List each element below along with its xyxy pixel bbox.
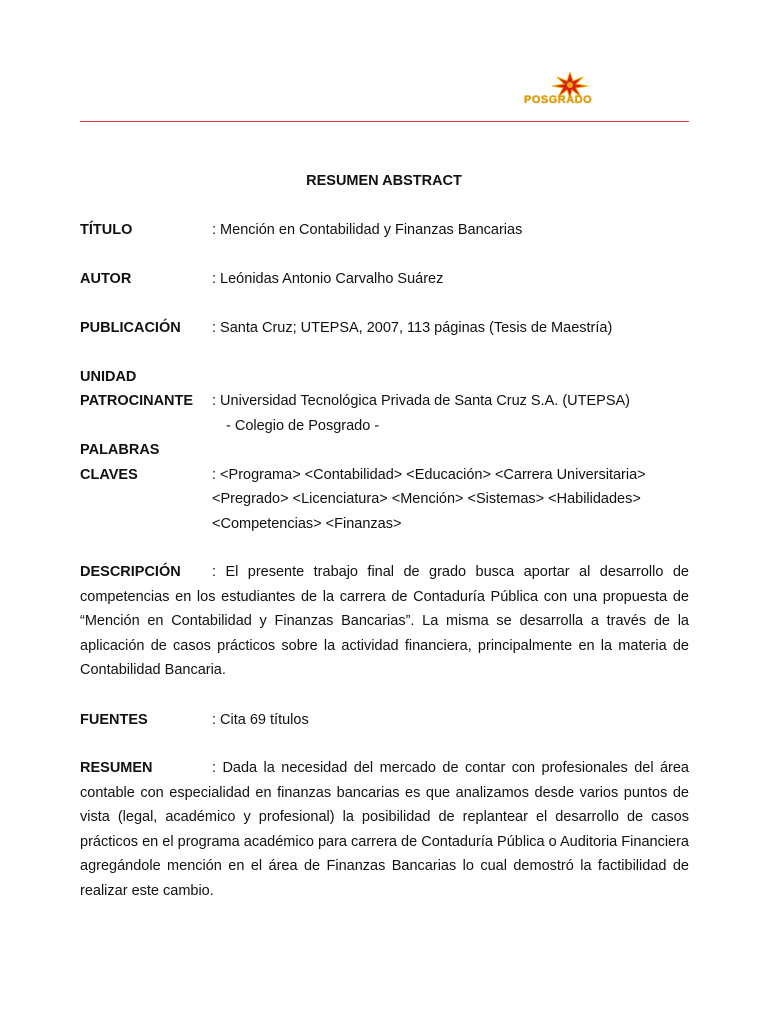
titulo-label: TÍTULO bbox=[80, 222, 133, 238]
palabras-value-line-2: <Pregrado> <Licenciatura> <Mención> <Sistemas> <Habilidades> bbox=[212, 491, 641, 507]
resumen-label: RESUMEN bbox=[80, 760, 153, 776]
page-title: RESUMEN ABSTRACT bbox=[306, 173, 462, 189]
header-divider bbox=[80, 121, 689, 122]
descripcion-text: : El presente trabajo final de grado busca aportar al desarrollo de competencias en los estudiantes de la carrera de Contaduría Pública con una propuesta de “Mención en Contabilidad y Finanzas Bancarias”. La misma se desarrolla a través de la aplicación de casos prácticos sobre la actividad financiera, principalmente en la materia de Contabilidad Bancaria. bbox=[80, 564, 689, 678]
descripcion-label: DESCRIPCIÓN bbox=[80, 564, 181, 580]
publicacion-value: : Santa Cruz; UTEPSA, 2007, 113 páginas (Tesis de Maestría) bbox=[212, 320, 613, 336]
fuentes-value: : Cita 69 títulos bbox=[212, 712, 309, 728]
autor-value: : Leónidas Antonio Carvalho Suárez bbox=[212, 271, 444, 287]
claves-label: CLAVES bbox=[80, 467, 138, 483]
unidad-label: UNIDAD bbox=[80, 369, 137, 385]
palabras-label: PALABRAS bbox=[80, 442, 160, 458]
resumen-text: : Dada la necesidad del mercado de contar con profesionales del área contable con especialidad en finanzas bancarias es que analizamos desde varios puntos de vista (legal, académico y profesional) la posibilidad de replantear el desarrollo de casos prácticos en el programa académico para carrera de Contaduría Pública o Auditoria Financiera agregándole mención en el área de Finanzas Bancarias lo cual demostró la factibilidad de realizar este cambio. bbox=[80, 760, 689, 899]
publicacion-label: PUBLICACIÓN bbox=[80, 320, 181, 336]
titulo-value: : Mención en Contabilidad y Finanzas Bancarias bbox=[212, 222, 523, 238]
logo-text: POSGRADO bbox=[524, 94, 593, 106]
fuentes-label: FUENTES bbox=[80, 712, 148, 728]
palabras-value-line-3: <Competencias> <Finanzas> bbox=[212, 516, 402, 532]
resumen-paragraph bbox=[80, 756, 689, 903]
palabras-value-line-1: : <Programa> <Contabilidad> <Educación> <Carrera Universitaria> bbox=[212, 467, 646, 483]
unidad-value: : Universidad Tecnológica Privada de Santa Cruz S.A. (UTEPSA) bbox=[212, 393, 631, 409]
patrocinante-label: PATROCINANTE bbox=[80, 393, 194, 409]
posgrado-logo bbox=[522, 72, 630, 110]
unidad-subvalue: - Colegio de Posgrado - bbox=[226, 418, 380, 434]
autor-label: AUTOR bbox=[80, 271, 132, 287]
descripcion-paragraph bbox=[80, 560, 689, 683]
